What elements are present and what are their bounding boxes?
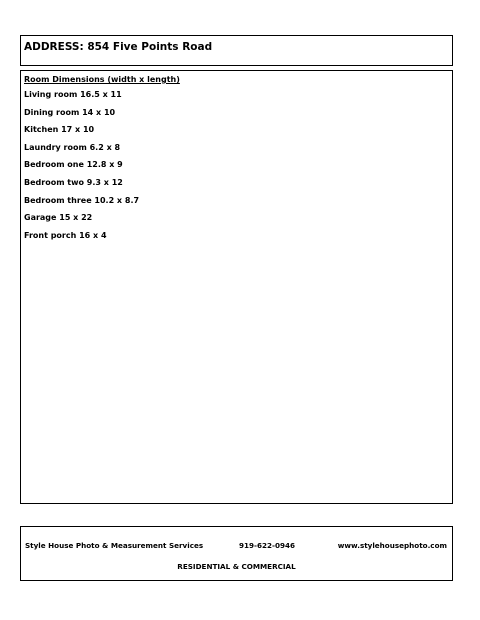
room-item: Front porch 16 x 4 [24,230,107,240]
address-box [20,35,453,66]
website-url: www.stylehousephoto.com [337,541,447,550]
room-dimensions-heading: Room Dimensions (width x length) [24,75,180,84]
phone-number: 919-622-0946 [239,541,295,550]
room-list [24,90,139,248]
room-item: Laundry room 6.2 x 8 [24,142,121,152]
room-item: Bedroom two 9.3 x 12 [24,177,123,187]
room-item: Dining room 14 x 10 [24,107,116,117]
room-dimensions-box [20,70,453,504]
footer-tagline: RESIDENTIAL & COMMERCIAL [177,562,296,571]
room-item: Garage 15 x 22 [24,213,93,223]
room-item: Bedroom three 10.2 x 8.7 [24,195,140,205]
room-item: Living room 16.5 x 11 [24,90,122,99]
address-label: ADDRESS: 854 Five Points Road [24,41,213,53]
company-name: Style House Photo & Measurement Services [25,541,204,550]
footer-box [20,526,453,581]
room-item: Kitchen 17 x 10 [24,125,95,135]
room-item: Bedroom one 12.8 x 9 [24,160,123,170]
